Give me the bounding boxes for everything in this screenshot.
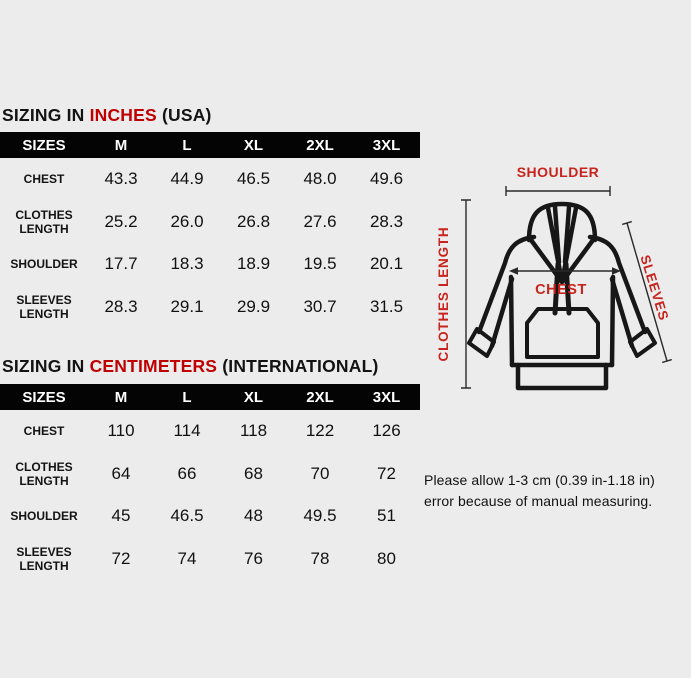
left-sleeve-outer [479, 237, 534, 332]
clothes-length-label: CLOTHES LENGTH [436, 226, 451, 362]
cell-value: 19.5 [303, 254, 337, 273]
row-label: CLOTHES LENGTH [15, 208, 73, 236]
header-m: M [114, 388, 128, 406]
table-row [0, 496, 420, 536]
cell-value: 49.6 [369, 169, 404, 188]
cell-value: 80 [377, 549, 396, 568]
cell-value: 28.3 [369, 212, 404, 231]
inches-section-title [2, 105, 212, 126]
cell-value: 17.7 [104, 254, 138, 273]
header-3xl: 3XL [372, 136, 401, 154]
hood-outline [529, 204, 595, 240]
cell-value: 18.9 [236, 254, 271, 273]
table-row [0, 410, 420, 452]
measuring-error-note [424, 470, 688, 512]
header-3xl: 3XL [372, 388, 401, 406]
kangaroo-pocket [527, 309, 598, 357]
note-line-2: error because of manual measuring. [424, 493, 653, 509]
header-xl: XL [243, 136, 264, 154]
shoulder-label: SHOULDER [516, 164, 600, 180]
row-label: SHOULDER [10, 257, 78, 271]
table-row [0, 158, 420, 200]
cell-value: 49.5 [303, 506, 337, 525]
title-highlight: INCHES [89, 105, 157, 125]
header-2xl: 2XL [306, 388, 334, 406]
cell-value: 26.8 [236, 212, 271, 231]
cell-value: 68 [244, 464, 263, 483]
hood-inner-edges [555, 207, 569, 262]
sleeves-label: SLEEVES [637, 253, 672, 323]
header-sizes: SIZES [22, 388, 66, 406]
cell-value: 64 [111, 464, 131, 483]
cell-value: 25.2 [104, 212, 138, 231]
cell-value: 46.5 [170, 506, 204, 525]
cell-value: 78 [310, 549, 330, 568]
cell-value: 28.3 [104, 297, 138, 316]
inches-size-table [0, 132, 420, 330]
title-suffix: (USA) [156, 105, 212, 125]
row-label: SLEEVES LENGTH [16, 545, 72, 573]
left-cuff [469, 329, 494, 356]
cell-value: 31.5 [369, 297, 404, 316]
table-row [0, 200, 420, 244]
cell-value: 20.1 [369, 254, 404, 273]
note-line-1: Please allow 1-3 cm (0.39 in-1.18 in) [424, 472, 655, 488]
title-text: SIZING IN [2, 105, 90, 125]
centimeters-section-title [2, 356, 379, 377]
clothes-length-measure-line [461, 200, 471, 388]
table-row [0, 536, 420, 582]
row-label: CLOTHES LENGTH [15, 460, 73, 488]
hem-band [518, 365, 606, 388]
chest-arrow-left-icon [509, 267, 518, 275]
centimeters-size-table [0, 384, 420, 582]
header-m: M [114, 136, 128, 154]
cell-value: 30.7 [303, 297, 337, 316]
cell-value: 118 [239, 421, 268, 440]
row-label: CHEST [23, 424, 65, 438]
header-xl: XL [243, 388, 264, 406]
table-row [0, 452, 420, 496]
cell-value: 126 [372, 421, 401, 440]
cell-value: 46.5 [236, 169, 271, 188]
cell-value: 43.3 [104, 169, 138, 188]
right-sleeve-outer [590, 237, 645, 332]
table-row [0, 284, 420, 330]
title-suffix: (INTERNATIONAL) [217, 356, 379, 376]
cell-value: 72 [377, 464, 396, 483]
header-l: L [182, 136, 192, 154]
table-header-row [0, 384, 420, 410]
cell-value: 26.0 [170, 212, 204, 231]
shoulder-measure-line [506, 186, 610, 196]
right-cuff [630, 329, 655, 356]
title-text: SIZING IN [2, 356, 90, 376]
cell-value: 48 [244, 506, 263, 525]
hoodie-measurement-diagram [421, 150, 691, 410]
cell-value: 48.0 [303, 169, 337, 188]
cell-value: 76 [244, 549, 263, 568]
table-header-row [0, 132, 420, 158]
cell-value: 51 [377, 506, 396, 525]
cell-value: 29.1 [170, 297, 204, 316]
cell-value: 72 [111, 549, 131, 568]
cell-value: 122 [305, 421, 335, 440]
header-sizes: SIZES [22, 136, 66, 154]
header-2xl: 2XL [306, 136, 334, 154]
row-label: SHOULDER [10, 509, 78, 523]
cell-value: 27.6 [303, 212, 337, 231]
cell-value: 45 [111, 506, 131, 525]
cell-value: 114 [173, 421, 201, 440]
cell-value: 18.3 [170, 254, 204, 273]
cell-value: 66 [177, 464, 197, 483]
cell-value: 110 [107, 421, 135, 440]
row-label: CHEST [23, 172, 65, 186]
cell-value: 74 [177, 549, 197, 568]
row-label: SLEEVES LENGTH [16, 293, 72, 321]
chest-label: CHEST [535, 282, 587, 298]
table-row [0, 244, 420, 284]
cell-value: 29.9 [236, 297, 271, 316]
cell-value: 70 [310, 464, 330, 483]
title-highlight: CENTIMETERS [89, 356, 218, 376]
header-l: L [182, 388, 192, 406]
cell-value: 44.9 [170, 169, 204, 188]
